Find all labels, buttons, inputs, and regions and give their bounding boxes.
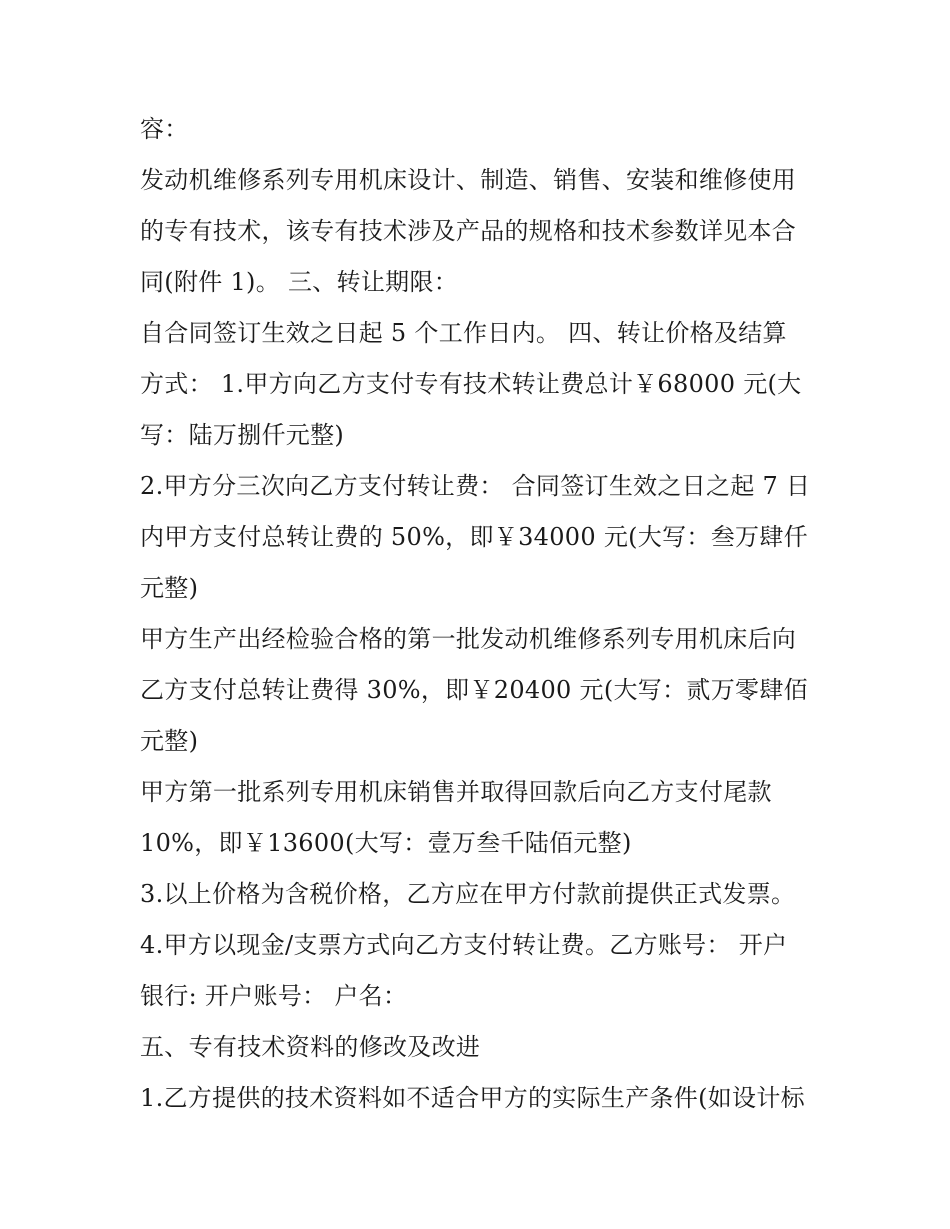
- text-line: 容：: [140, 115, 189, 143]
- text-line: 甲方生产出经检验合格的第一批发动机维修系列专用机床后向: [140, 625, 797, 653]
- text-line: 4.甲方以现金/支票方式向乙方支付转让费。乙方账号： 开户: [140, 931, 788, 959]
- text-line: 发动机维修系列专用机床设计、制造、销售、安装和维修使用: [140, 166, 797, 194]
- section-heading: 五、专有技术资料的修改及改进: [140, 1033, 481, 1061]
- text-line: 方式： 1.甲方向乙方支付专有技术转让费总计￥68000 元(大: [140, 370, 802, 398]
- text-line: 3.以上价格为含税价格，乙方应在甲方付款前提供正式发票。: [140, 880, 796, 908]
- text-line: 1.乙方提供的技术资料如不适合甲方的实际生产条件(如设计标: [140, 1084, 805, 1112]
- text-line: 元整): [140, 727, 199, 755]
- text-line: 2.甲方分三次向乙方支付转让费： 合同签订生效之日之起 7 日: [140, 472, 811, 500]
- text-line: 的专有技术，该专有技术涉及产品的规格和技术参数详见本合: [140, 217, 797, 245]
- text-line: 10%，即￥13600(大写：壹万叁千陆佰元整): [140, 829, 632, 857]
- text-line: 自合同签订生效之日起 5 个工作日内。 四、转让价格及结算: [140, 319, 787, 347]
- text-line: 银行: 开户账号： 户名：: [140, 982, 408, 1010]
- text-line: 甲方第一批系列专用机床销售并取得回款后向乙方支付尾款: [140, 778, 772, 806]
- document-body: [140, 104, 820, 1124]
- text-line: 内甲方支付总转让费的 50%，即￥34000 元(大写：叁万肆仟: [140, 523, 808, 551]
- text-line: 元整): [140, 574, 199, 602]
- text-line: 同(附件 1)。 三、转让期限：: [140, 268, 459, 296]
- text-line: 乙方支付总转让费得 30%，即￥20400 元(大写：贰万零肆佰: [140, 676, 808, 704]
- text-line: 写：陆万捌仟元整): [140, 421, 345, 449]
